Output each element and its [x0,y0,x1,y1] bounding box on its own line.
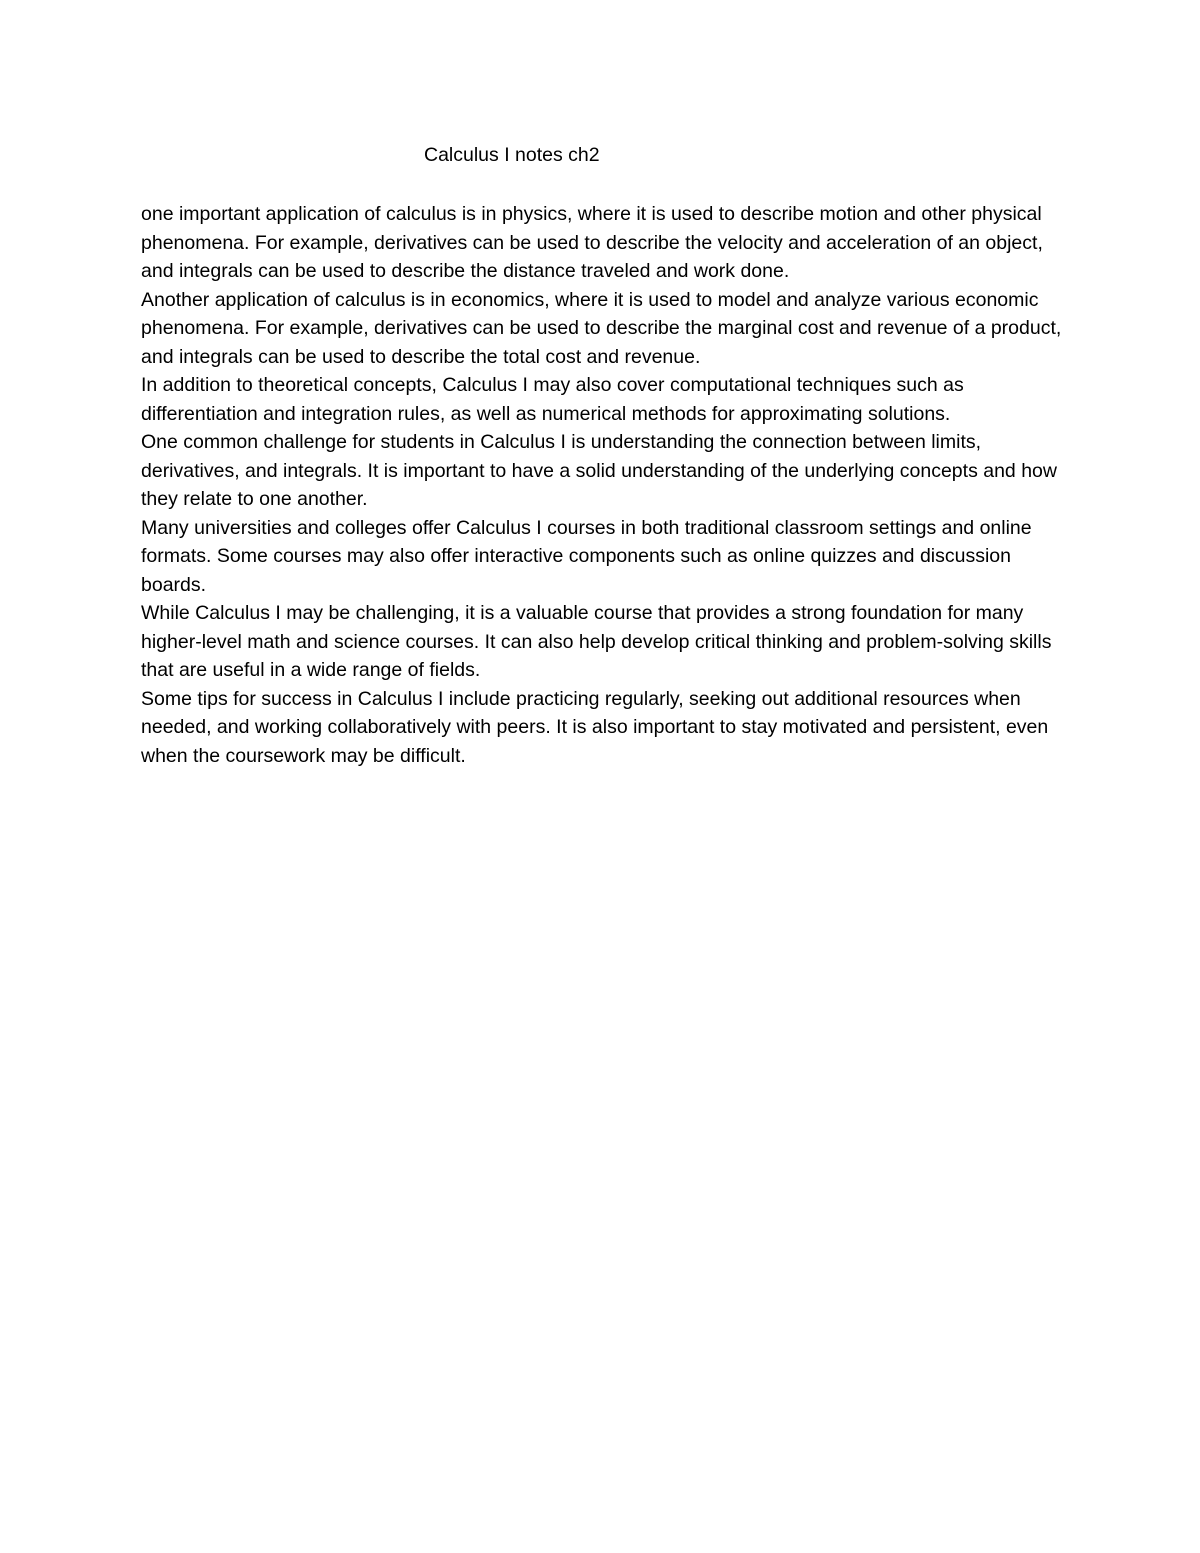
document-body [141,200,1076,770]
paragraph-economics: Another application of calculus is in economics, where it is used to model and analyze various economic phenomena. For example, derivatives can be used to describe the marginal cost and revenue of a product, and integrals can be used to describe the total cost and revenue. [141,288,1062,368]
document-title: Calculus I notes ch2 [424,144,600,166]
paragraph-common-challenge: One common challenge for students in Calculus I is understanding the connection between limits, derivatives, and integrals. It is important to have a solid understanding of the underlying concepts and how they relate to one another. [141,431,1057,510]
paragraph-success-tips: Some tips for success in Calculus I include practicing regularly, seeking out additional resources when needed, and working collaboratively with peers. It is also important to stay motivated and persistent, even when the coursework may be difficult. [141,687,1049,767]
paragraph-physics: one important application of calculus is in physics, where it is used to describe motion and other physical phenomena. For example, derivatives can be used to describe the velocity and acceleration of an object, and integrals can be used to describe the distance traveled and work done. [141,203,1043,282]
paragraph-course-value: While Calculus I may be challenging, it is a valuable course that provides a strong foundation for many higher-level math and science courses. It can also help develop critical thinking and problem-solving skills that are useful in a wide range of fields. [141,602,1052,681]
paragraph-course-formats: Many universities and colleges offer Calculus I courses in both traditional classroom settings and online formats. Some courses may also offer interactive components such as online quizzes and discussion boards. [141,516,1032,596]
paragraph-computational-techniques: In addition to theoretical concepts, Calculus I may also cover computational techniques such as differentiation and integration rules, as well as numerical methods for approximating solutions. [141,374,964,425]
